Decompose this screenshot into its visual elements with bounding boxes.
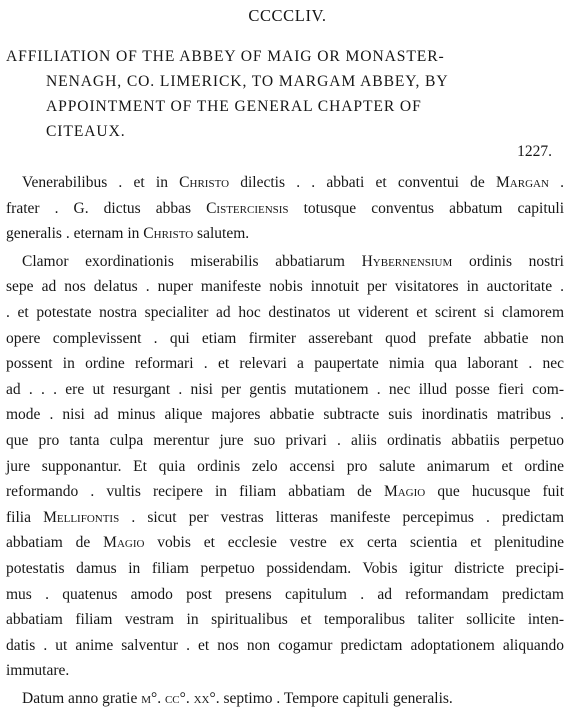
charter-title bbox=[6, 44, 566, 144]
text-line: Datum anno gratie m°. cc°. xx°. septimo . Tempore capituli generalis. bbox=[22, 689, 453, 707]
text-line: opere complevissent . qui etiam firmiter asserebant quod prefate abbatie non bbox=[6, 329, 564, 347]
small-caps-word: Magio bbox=[103, 534, 145, 552]
small-caps-word: Hybernensium bbox=[361, 252, 453, 270]
small-caps-word: m bbox=[141, 689, 152, 707]
text-line: filia Mellifontis . sicut per vestras litteras manifeste percepimus . predictam bbox=[6, 508, 565, 526]
charter-number: CCCCLIV. bbox=[248, 6, 327, 25]
title-line: AFFILIATION OF THE ABBEY OF MAIG OR MONASTER- bbox=[6, 48, 445, 65]
text-line: jure supponantur. Et quia ordinis zelo accensi pro salute animarum et ordine bbox=[6, 457, 564, 475]
text-line: sepe ad nos delatus . nuper manifeste nobis innotuit per visitatores in auctoritate . bbox=[6, 278, 564, 296]
text-line: generalis . eternam in Christo salutem. bbox=[6, 225, 250, 243]
text-line: potestatis damus in filiam perpetuo possidendam. Vobis igitur districte precipi- bbox=[6, 559, 564, 577]
text-line: que pro tanta culpa merentur jure suo privari . aliis ordinatis abbatiis perpetuo bbox=[6, 431, 564, 449]
text-line: datis . ut anime salventur . et nos non cogamur predictam adoptationem aliquando bbox=[6, 636, 564, 654]
title-line: APPOINTMENT OF THE GENERAL CHAPTER OF bbox=[46, 98, 422, 115]
charter-text bbox=[6, 170, 564, 711]
body-paragraph bbox=[6, 249, 564, 684]
small-caps-word: Christo bbox=[179, 174, 230, 191]
text-line: abbatiam de Magio vobis et ecclesie vestre ex certa scientia et plenitudine bbox=[6, 534, 564, 552]
text-line: abbatiam filiam vestram in spiritualibus et temporalibus taliter sollicite inten- bbox=[6, 611, 564, 629]
small-caps-word: cc bbox=[164, 689, 180, 707]
text-line: reformando . vultis recipere in filiam abbatiam de Magio que hucusque fuit bbox=[6, 483, 564, 501]
charter-year: 1227. bbox=[517, 143, 552, 160]
text-line: ad . . . ere ut resurgant . nisi per gentis mutationem . nec illud posse fieri com- bbox=[6, 380, 564, 398]
dating-clause bbox=[6, 686, 564, 712]
title-line: NENAGH, CO. LIMERICK, TO MARGAM ABBEY, BY bbox=[46, 73, 449, 90]
text-line: immutare. bbox=[6, 662, 70, 680]
text-line: mus . quatenus amodo post presens capitulum . ad reformandam predictam bbox=[6, 585, 564, 603]
salutation-paragraph bbox=[6, 170, 564, 247]
title-line: CITEAUX. bbox=[46, 123, 126, 140]
text-line: frater . G. dictus abbas Cisterciensis totusque conventus abbatum capituli bbox=[6, 199, 565, 217]
small-caps-word: Cisterciensis bbox=[206, 199, 289, 217]
small-caps-word: Magio bbox=[383, 483, 426, 501]
small-caps-word: xx bbox=[193, 689, 210, 707]
small-caps-word: Christo bbox=[143, 225, 194, 243]
text-line: mode . nisi ad minus alique majores abbatie subtracte suis inordinatis matribus . bbox=[6, 406, 564, 424]
text-line: Venerabilibus . et in Christo dilectis . . abbati et conventui de Margan . bbox=[22, 174, 565, 191]
text-line: Clamor exordinationis miserabilis abbatiarum Hybernensium ordinis nostri bbox=[22, 252, 564, 270]
small-caps-word: Mellifontis bbox=[43, 508, 120, 526]
small-caps-word: Margan bbox=[496, 174, 549, 191]
text-line: possent in ordine reformari . et relevari a paupertate nimia qua laborant . nec bbox=[6, 355, 564, 373]
text-line: . et potestate nostra specialiter ad hoc destinatos ut viderent et scirent si clamorem bbox=[6, 303, 564, 321]
